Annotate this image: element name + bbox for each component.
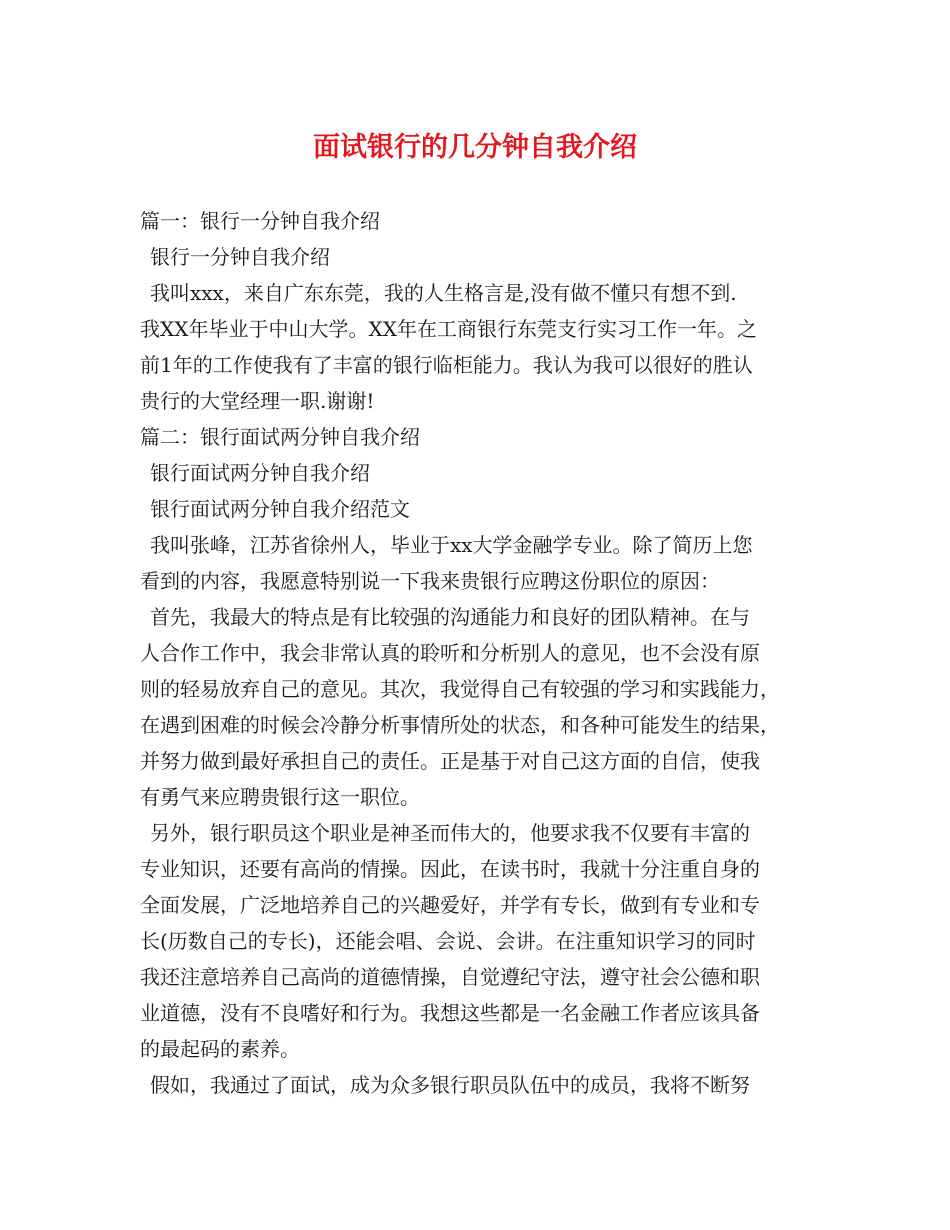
text-line: 首先，我最大的特点是有比较强的沟通能力和良好的团队精神。在与 <box>150 605 750 629</box>
text-line: 有勇气来应聘贵银行这一职位。 <box>140 785 420 809</box>
text-line: 另外，银行职员这个职业是神圣而伟大的，他要求我不仅要有丰富的 <box>150 821 750 845</box>
text-line: 看到的内容，我愿意特别说一下我来贵银行应聘这份职位的原因： <box>140 569 720 593</box>
text-line: 专业知识，还要有高尚的情操。因此，在读书时，我就十分注重自身的 <box>140 857 760 881</box>
text-line: 前1年的工作使我有了丰富的银行临柜能力。我认为我可以很好的胜认 <box>140 353 753 377</box>
text-line: 银行面试两分钟自我介绍 <box>150 461 370 485</box>
text-line: 我还注意培养自己高尚的道德情操，自觉遵纪守法，遵守社会公德和职 <box>140 965 760 989</box>
document-body <box>140 203 820 1103</box>
text-line: 人合作工作中，我会非常认真的聆听和分析别人的意见，也不会没有原 <box>140 641 760 665</box>
text-line: 长(历数自己的专长)，还能会唱、会说、会讲。在注重知识学习的同时 <box>140 929 756 953</box>
text-line: 在遇到困难的时候会冷静分析事情所处的状态，和各种可能发生的结果， <box>140 713 780 737</box>
text-line: 我叫张峰，江苏省徐州人，毕业于xx大学金融学专业。除了简历上您 <box>150 533 753 557</box>
text-line: 业道德，没有不良嗜好和行为。我想这些都是一名金融工作者应该具备 <box>140 1001 760 1025</box>
text-line: 假如，我通过了面试，成为众多银行职员队伍中的成员，我将不断努 <box>150 1073 750 1097</box>
document-title: 面试银行的几分钟自我介绍 <box>313 132 637 163</box>
text-line: 银行一分钟自我介绍 <box>150 245 330 269</box>
text-line: 并努力做到最好承担自己的责任。正是基于对自己这方面的自信，使我 <box>140 749 760 773</box>
text-line: 我XX年毕业于中山大学。XX年在工商银行东莞支行实习工作一年。之 <box>140 317 757 341</box>
text-line: 的最起码的素养。 <box>140 1037 300 1061</box>
text-line: 银行面试两分钟自我介绍范文 <box>150 497 410 521</box>
text-line: 篇一：银行一分钟自我介绍 <box>140 209 380 233</box>
text-line: 全面发展，广泛地培养自己的兴趣爱好，并学有专长，做到有专业和专 <box>140 893 760 917</box>
text-line: 则的轻易放弃自己的意见。其次，我觉得自己有较强的学习和实践能力， <box>140 677 780 701</box>
text-line: 我叫xxx，来自广东东莞，我的人生格言是,没有做不懂只有想不到. <box>150 281 737 305</box>
text-line: 篇二：银行面试两分钟自我介绍 <box>140 425 420 449</box>
text-line: 贵行的大堂经理一职.谢谢! <box>140 389 375 413</box>
